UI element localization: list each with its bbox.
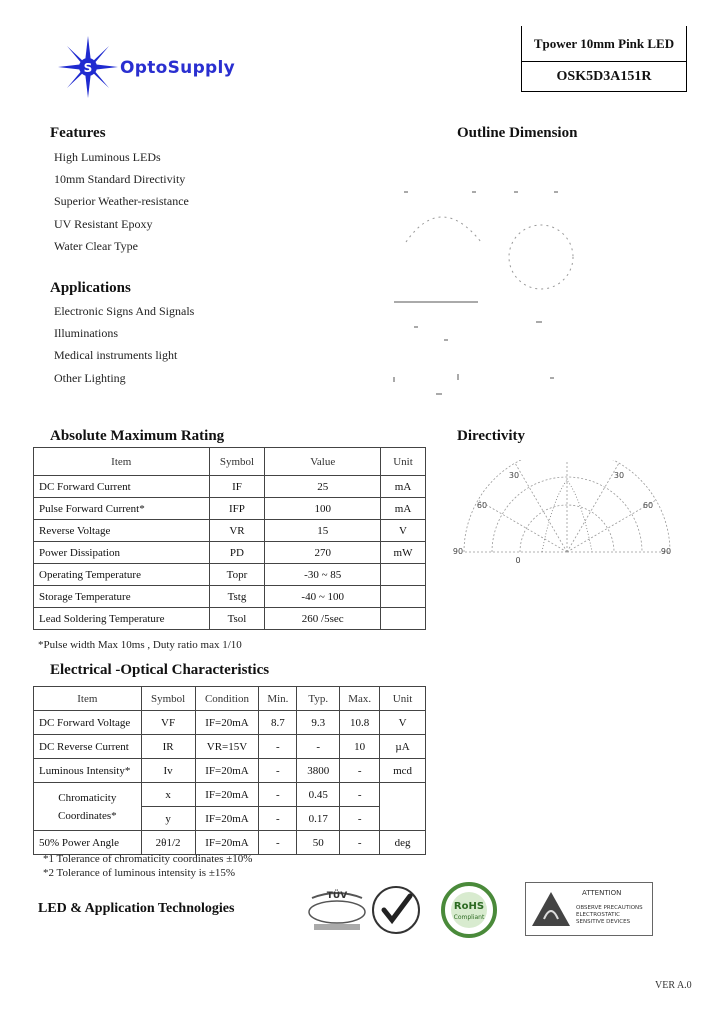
column-header: Value	[265, 448, 381, 476]
attention-line: OBSERVE PRECAUTIONS	[576, 905, 643, 911]
cell: PD	[209, 542, 265, 564]
esd-warning-icon	[530, 889, 572, 929]
cell: V	[381, 520, 426, 542]
cell: -	[259, 831, 297, 855]
cell: V	[380, 711, 426, 735]
feature-item: High Luminous LEDs	[54, 150, 161, 164]
cell: deg	[380, 831, 426, 855]
cell: 270	[265, 542, 381, 564]
cell: -	[259, 759, 297, 783]
angle-label: 60	[642, 501, 654, 510]
cell: DC Forward Current	[34, 476, 210, 498]
cell: 0.45	[297, 783, 340, 807]
cell: 100	[265, 498, 381, 520]
cell: -	[340, 759, 380, 783]
column-header: Unit	[381, 448, 426, 476]
features-heading: Features	[50, 125, 106, 141]
cell: IF	[209, 476, 265, 498]
feature-item: 10mm Standard Directivity	[54, 172, 186, 186]
cell: 9.3	[297, 711, 340, 735]
feature-item: Water Clear Type	[54, 239, 138, 253]
cell: IF=20mA	[195, 759, 259, 783]
cell: mcd	[380, 759, 426, 783]
directivity-heading: Directivity	[457, 428, 526, 444]
table-row	[34, 476, 426, 498]
angle-label: 30	[508, 471, 520, 480]
applications-heading: Applications	[50, 280, 131, 296]
eoc-footnote: *1 Tolerance of chromaticity coordinates ±10%	[43, 853, 253, 865]
electrical-optical-table	[33, 686, 426, 855]
column-header: Symbol	[141, 687, 195, 711]
cell: µA	[380, 735, 426, 759]
cell: mW	[381, 542, 426, 564]
cell: Pulse Forward Current*	[34, 498, 210, 520]
application-item: Other Lighting	[54, 371, 126, 385]
table-row	[34, 564, 426, 586]
cell: Storage Temperature	[34, 586, 210, 608]
cell: Luminous Intensity*	[34, 759, 142, 783]
table-row	[34, 586, 426, 608]
table-row	[34, 759, 426, 783]
table-row	[34, 520, 426, 542]
version-label: VER A.0	[655, 980, 692, 991]
cell: IF=20mA	[195, 711, 259, 735]
cell: x	[141, 783, 195, 807]
table-row	[34, 498, 426, 520]
column-header: Max.	[340, 687, 380, 711]
table-row	[34, 831, 426, 855]
table-row	[34, 783, 426, 807]
cell: Operating Temperature	[34, 564, 210, 586]
column-header: Item	[34, 448, 210, 476]
cell: Topr	[209, 564, 265, 586]
cell	[381, 586, 426, 608]
starburst-logo-icon	[58, 36, 118, 98]
product-title: Tpower 10mm Pink LED	[522, 26, 686, 62]
cell: -30 ~ 85	[265, 564, 381, 586]
column-header: Item	[34, 687, 142, 711]
cell	[381, 564, 426, 586]
tuv-text: TÜV	[326, 891, 348, 901]
outline-dimension-drawing	[386, 182, 586, 402]
absolute-max-table	[33, 447, 426, 630]
cell: DC Reverse Current	[34, 735, 142, 759]
table-row	[34, 735, 426, 759]
cell: 15	[265, 520, 381, 542]
angle-label: 30	[613, 471, 625, 480]
brand-name: OptoSupply	[120, 58, 236, 78]
certified-check-icon	[370, 884, 422, 936]
cell: VF	[141, 711, 195, 735]
eoc-footnote: *2 Tolerance of luminous intensity is ±15%	[43, 867, 236, 879]
table-header-row	[34, 687, 426, 711]
table-row	[34, 608, 426, 630]
chromaticity-cell	[34, 783, 142, 831]
cell: 260 /5sec	[265, 608, 381, 630]
cell-line: Chromaticity	[58, 791, 117, 804]
footer-title: LED & Application Technologies	[38, 901, 235, 916]
cell: Iv	[141, 759, 195, 783]
esd-attention-badge	[525, 882, 653, 936]
cell: VR	[209, 520, 265, 542]
tuv-cert-icon	[306, 884, 368, 934]
amr-heading: Absolute Maximum Rating	[50, 428, 225, 444]
eoc-heading: Electrical -Optical Characteristics	[50, 662, 270, 678]
company-logo	[58, 36, 278, 98]
table-row	[34, 711, 426, 735]
outline-heading: Outline Dimension	[457, 125, 578, 141]
cell: y	[141, 807, 195, 831]
table-row	[34, 542, 426, 564]
cell: -	[259, 783, 297, 807]
application-item: Medical instruments light	[54, 348, 178, 362]
part-number: OSK5D3A151R	[522, 62, 686, 92]
feature-item: Superior Weather-resistance	[54, 194, 189, 208]
cell: IF=20mA	[195, 783, 259, 807]
rohs-compliant-icon	[436, 882, 502, 938]
cell: IFP	[209, 498, 265, 520]
cell: Reverse Voltage	[34, 520, 210, 542]
application-item: Illuminations	[54, 326, 118, 340]
table-header-row	[34, 448, 426, 476]
cell: VR=15V	[195, 735, 259, 759]
svg-text:S: S	[83, 61, 93, 75]
cell: -	[259, 807, 297, 831]
cell: IF=20mA	[195, 831, 259, 855]
cell: 2θ1/2	[141, 831, 195, 855]
angle-label: 90	[660, 547, 672, 556]
cell: 25	[265, 476, 381, 498]
rohs-subtext: Compliant	[453, 914, 485, 921]
column-header: Condition	[195, 687, 259, 711]
attention-line: SENSITIVE DEVICES	[576, 919, 631, 925]
cell: mA	[381, 476, 426, 498]
cell: IF=20mA	[195, 807, 259, 831]
cell: -	[297, 735, 340, 759]
cell: mA	[381, 498, 426, 520]
cell: -	[340, 783, 380, 807]
title-box	[521, 26, 687, 92]
cell: -	[340, 807, 380, 831]
angle-label: 0	[515, 556, 521, 565]
cell	[381, 608, 426, 630]
cell: 3800	[297, 759, 340, 783]
cell: -	[340, 831, 380, 855]
cell: IR	[141, 735, 195, 759]
cell: 50% Power Angle	[34, 831, 142, 855]
application-item: Electronic Signs And Signals	[54, 304, 195, 318]
cell: -40 ~ 100	[265, 586, 381, 608]
column-header: Unit	[380, 687, 426, 711]
cell: Tstg	[209, 586, 265, 608]
column-header: Min.	[259, 687, 297, 711]
rohs-text: RoHS	[453, 901, 485, 912]
cell: 10.8	[340, 711, 380, 735]
cell: Tsol	[209, 608, 265, 630]
directivity-diagram	[452, 460, 682, 570]
cell	[380, 783, 426, 831]
cell: 8.7	[259, 711, 297, 735]
cell-line: Coordinates*	[57, 809, 117, 822]
angle-label: 90	[452, 547, 464, 556]
angle-label: 60	[476, 501, 488, 510]
cell: 0.17	[297, 807, 340, 831]
cell: -	[259, 735, 297, 759]
cell: 50	[297, 831, 340, 855]
attention-line: ELECTROSTATIC	[576, 912, 620, 918]
cell: Lead Soldering Temperature	[34, 608, 210, 630]
attention-text	[576, 905, 643, 926]
cell: DC Forward Voltage	[34, 711, 142, 735]
feature-item: UV Resistant Epoxy	[54, 217, 153, 231]
amr-footnote: *Pulse width Max 10ms , Duty ratio max 1/10	[38, 639, 242, 651]
cell: Power Dissipation	[34, 542, 210, 564]
cell: 10	[340, 735, 380, 759]
column-header: Symbol	[209, 448, 265, 476]
attention-title: ATTENTION	[582, 889, 622, 897]
column-header: Typ.	[297, 687, 340, 711]
